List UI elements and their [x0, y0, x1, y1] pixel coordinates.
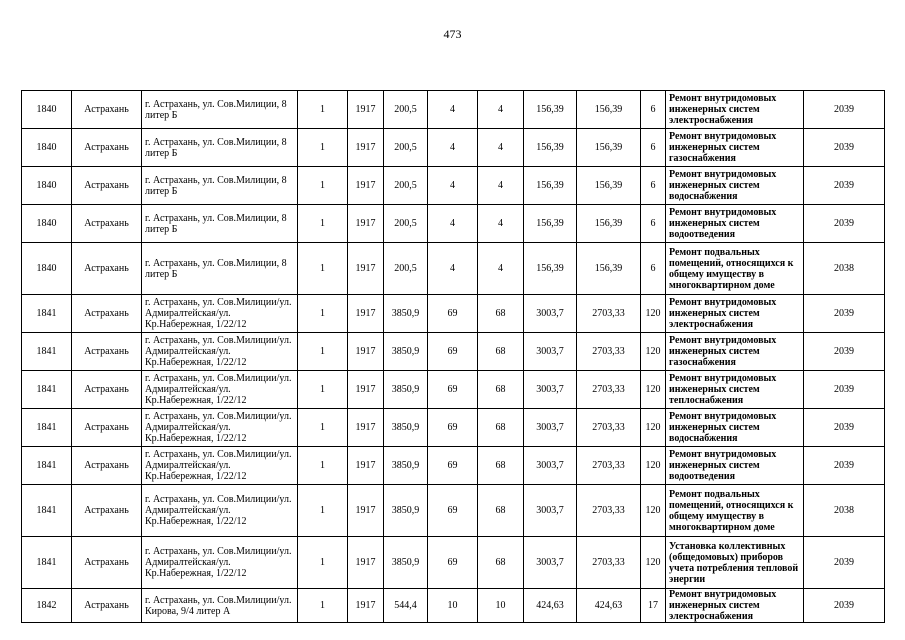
- address-cell: г. Астрахань, ул. Сов.Милиции/ул. Адмиралтейская/ул. Кр.Набережная, 1/22/12: [142, 537, 298, 589]
- year-cell: 1917: [348, 537, 384, 589]
- value1-cell: 156,39: [524, 243, 577, 295]
- planned-year-cell: 2039: [804, 409, 885, 447]
- residents-cell: 6: [641, 243, 666, 295]
- residents-cell: 17: [641, 589, 666, 623]
- work-type-cell: Ремонт внутридомовых инженерных систем газоснабжения: [666, 333, 804, 371]
- work-type-cell: Ремонт внутридомовых инженерных систем водоотведения: [666, 447, 804, 485]
- planned-year-cell: 2039: [804, 333, 885, 371]
- register-table: [21, 90, 885, 623]
- table-row: [22, 129, 885, 167]
- value2-cell: 156,39: [577, 205, 641, 243]
- count2-cell: 4: [478, 205, 524, 243]
- value1-cell: 3003,7: [524, 485, 577, 537]
- residents-cell: 120: [641, 537, 666, 589]
- row-number: 1841: [22, 447, 72, 485]
- value1-cell: 424,63: [524, 589, 577, 623]
- row-number: 1841: [22, 537, 72, 589]
- row-number: 1841: [22, 371, 72, 409]
- residents-cell: 6: [641, 167, 666, 205]
- buildings-cell: 1: [298, 243, 348, 295]
- row-number: 1840: [22, 167, 72, 205]
- planned-year-cell: 2039: [804, 129, 885, 167]
- residents-cell: 120: [641, 333, 666, 371]
- buildings-cell: 1: [298, 91, 348, 129]
- count2-cell: 4: [478, 91, 524, 129]
- city-cell: Астрахань: [72, 371, 142, 409]
- city-cell: Астрахань: [72, 485, 142, 537]
- city-cell: Астрахань: [72, 205, 142, 243]
- address-cell: г. Астрахань, ул. Сов.Милиции/ул. Кирова, 9/4 литер А: [142, 589, 298, 623]
- count-cell: 69: [428, 333, 478, 371]
- city-cell: Астрахань: [72, 243, 142, 295]
- address-cell: г. Астрахань, ул. Сов.Милиции, 8 литер Б: [142, 243, 298, 295]
- value1-cell: 3003,7: [524, 447, 577, 485]
- row-number: 1840: [22, 129, 72, 167]
- residents-cell: 120: [641, 409, 666, 447]
- count-cell: 69: [428, 371, 478, 409]
- value1-cell: 156,39: [524, 205, 577, 243]
- page-number: 473: [443, 27, 462, 41]
- count-cell: 10: [428, 589, 478, 623]
- table-row: [22, 205, 885, 243]
- year-cell: 1917: [348, 589, 384, 623]
- residents-cell: 6: [641, 205, 666, 243]
- value2-cell: 2703,33: [577, 371, 641, 409]
- count2-cell: 4: [478, 167, 524, 205]
- planned-year-cell: 2039: [804, 371, 885, 409]
- value2-cell: 2703,33: [577, 409, 641, 447]
- planned-year-cell: 2039: [804, 537, 885, 589]
- work-type-cell: Ремонт внутридомовых инженерных систем водоотведения: [666, 205, 804, 243]
- residents-cell: 120: [641, 295, 666, 333]
- count2-cell: 68: [478, 447, 524, 485]
- count-cell: 4: [428, 167, 478, 205]
- area-cell: 3850,9: [384, 295, 428, 333]
- value1-cell: 3003,7: [524, 409, 577, 447]
- work-type-cell: Ремонт подвальных помещений, относящихся к общему имуществу в многоквартирном доме: [666, 243, 804, 295]
- count-cell: 4: [428, 91, 478, 129]
- city-cell: Астрахань: [72, 537, 142, 589]
- area-cell: 3850,9: [384, 409, 428, 447]
- table-row: [22, 409, 885, 447]
- work-type-cell: Ремонт внутридомовых инженерных систем газоснабжения: [666, 129, 804, 167]
- area-cell: 3850,9: [384, 333, 428, 371]
- row-number: 1841: [22, 409, 72, 447]
- count2-cell: 68: [478, 409, 524, 447]
- residents-cell: 120: [641, 447, 666, 485]
- area-cell: 200,5: [384, 243, 428, 295]
- count2-cell: 68: [478, 371, 524, 409]
- area-cell: 200,5: [384, 205, 428, 243]
- table-row: [22, 243, 885, 295]
- work-type-cell: Ремонт внутридомовых инженерных систем водоснабжения: [666, 409, 804, 447]
- count-cell: 4: [428, 243, 478, 295]
- table-row: [22, 333, 885, 371]
- count-cell: 69: [428, 537, 478, 589]
- value1-cell: 3003,7: [524, 537, 577, 589]
- residents-cell: 120: [641, 371, 666, 409]
- table-row: [22, 167, 885, 205]
- buildings-cell: 1: [298, 409, 348, 447]
- address-cell: г. Астрахань, ул. Сов.Милиции, 8 литер Б: [142, 167, 298, 205]
- residents-cell: 6: [641, 129, 666, 167]
- buildings-cell: 1: [298, 167, 348, 205]
- year-cell: 1917: [348, 447, 384, 485]
- year-cell: 1917: [348, 333, 384, 371]
- buildings-cell: 1: [298, 295, 348, 333]
- row-number: 1841: [22, 295, 72, 333]
- value1-cell: 3003,7: [524, 371, 577, 409]
- work-type-cell: Установка коллективных (общедомовых) приборов учета потребления тепловой энергии: [666, 537, 804, 589]
- value1-cell: 156,39: [524, 91, 577, 129]
- count-cell: 69: [428, 485, 478, 537]
- area-cell: 544,4: [384, 589, 428, 623]
- count-cell: 69: [428, 409, 478, 447]
- count2-cell: 10: [478, 589, 524, 623]
- table-row: [22, 485, 885, 537]
- row-number: 1841: [22, 485, 72, 537]
- row-number: 1842: [22, 589, 72, 623]
- address-cell: г. Астрахань, ул. Сов.Милиции, 8 литер Б: [142, 129, 298, 167]
- work-type-cell: Ремонт внутридомовых инженерных систем теплоснабжения: [666, 371, 804, 409]
- city-cell: Астрахань: [72, 295, 142, 333]
- area-cell: 200,5: [384, 129, 428, 167]
- count-cell: 4: [428, 129, 478, 167]
- count2-cell: 68: [478, 295, 524, 333]
- city-cell: Астрахань: [72, 129, 142, 167]
- count-cell: 4: [428, 205, 478, 243]
- table-row: [22, 295, 885, 333]
- table-row: [22, 91, 885, 129]
- buildings-cell: 1: [298, 371, 348, 409]
- count2-cell: 68: [478, 485, 524, 537]
- table-row: [22, 537, 885, 589]
- area-cell: 3850,9: [384, 485, 428, 537]
- value2-cell: 2703,33: [577, 537, 641, 589]
- table-row: [22, 447, 885, 485]
- year-cell: 1917: [348, 167, 384, 205]
- city-cell: Астрахань: [72, 333, 142, 371]
- planned-year-cell: 2039: [804, 167, 885, 205]
- area-cell: 200,5: [384, 91, 428, 129]
- value1-cell: 156,39: [524, 167, 577, 205]
- count2-cell: 4: [478, 243, 524, 295]
- value2-cell: 156,39: [577, 91, 641, 129]
- year-cell: 1917: [348, 371, 384, 409]
- buildings-cell: 1: [298, 333, 348, 371]
- area-cell: 3850,9: [384, 537, 428, 589]
- planned-year-cell: 2038: [804, 243, 885, 295]
- work-type-cell: Ремонт внутридомовых инженерных систем электроснабжения: [666, 91, 804, 129]
- work-type-cell: Ремонт внутридомовых инженерных систем электроснабжения: [666, 295, 804, 333]
- row-number: 1840: [22, 243, 72, 295]
- area-cell: 3850,9: [384, 371, 428, 409]
- area-cell: 200,5: [384, 167, 428, 205]
- work-type-cell: Ремонт подвальных помещений, относящихся к общему имуществу в многоквартирном доме: [666, 485, 804, 537]
- year-cell: 1917: [348, 409, 384, 447]
- work-type-cell: Ремонт внутридомовых инженерных систем электроснабжения: [666, 589, 804, 623]
- value2-cell: 156,39: [577, 129, 641, 167]
- address-cell: г. Астрахань, ул. Сов.Милиции, 8 литер Б: [142, 205, 298, 243]
- value2-cell: 156,39: [577, 167, 641, 205]
- count-cell: 69: [428, 295, 478, 333]
- city-cell: Астрахань: [72, 447, 142, 485]
- planned-year-cell: 2039: [804, 205, 885, 243]
- planned-year-cell: 2039: [804, 447, 885, 485]
- row-number: 1841: [22, 333, 72, 371]
- planned-year-cell: 2039: [804, 589, 885, 623]
- count2-cell: 68: [478, 537, 524, 589]
- year-cell: 1917: [348, 295, 384, 333]
- address-cell: г. Астрахань, ул. Сов.Милиции/ул. Адмиралтейская/ул. Кр.Набережная, 1/22/12: [142, 295, 298, 333]
- year-cell: 1917: [348, 129, 384, 167]
- planned-year-cell: 2038: [804, 485, 885, 537]
- city-cell: Астрахань: [72, 91, 142, 129]
- work-type-cell: Ремонт внутридомовых инженерных систем водоснабжения: [666, 167, 804, 205]
- address-cell: г. Астрахань, ул. Сов.Милиции/ул. Адмиралтейская/ул. Кр.Набережная, 1/22/12: [142, 371, 298, 409]
- area-cell: 3850,9: [384, 447, 428, 485]
- value2-cell: 2703,33: [577, 295, 641, 333]
- address-cell: г. Астрахань, ул. Сов.Милиции, 8 литер Б: [142, 91, 298, 129]
- address-cell: г. Астрахань, ул. Сов.Милиции/ул. Адмиралтейская/ул. Кр.Набережная, 1/22/12: [142, 333, 298, 371]
- count-cell: 69: [428, 447, 478, 485]
- year-cell: 1917: [348, 91, 384, 129]
- table-row: [22, 589, 885, 623]
- value2-cell: 156,39: [577, 243, 641, 295]
- planned-year-cell: 2039: [804, 91, 885, 129]
- buildings-cell: 1: [298, 485, 348, 537]
- buildings-cell: 1: [298, 205, 348, 243]
- value1-cell: 156,39: [524, 129, 577, 167]
- address-cell: г. Астрахань, ул. Сов.Милиции/ул. Адмиралтейская/ул. Кр.Набережная, 1/22/12: [142, 447, 298, 485]
- city-cell: Астрахань: [72, 167, 142, 205]
- year-cell: 1917: [348, 243, 384, 295]
- value2-cell: 424,63: [577, 589, 641, 623]
- count2-cell: 4: [478, 129, 524, 167]
- residents-cell: 6: [641, 91, 666, 129]
- planned-year-cell: 2039: [804, 295, 885, 333]
- value2-cell: 2703,33: [577, 485, 641, 537]
- buildings-cell: 1: [298, 589, 348, 623]
- value2-cell: 2703,33: [577, 333, 641, 371]
- value1-cell: 3003,7: [524, 333, 577, 371]
- residents-cell: 120: [641, 485, 666, 537]
- address-cell: г. Астрахань, ул. Сов.Милиции/ул. Адмиралтейская/ул. Кр.Набережная, 1/22/12: [142, 409, 298, 447]
- table-row: [22, 371, 885, 409]
- address-cell: г. Астрахань, ул. Сов.Милиции/ул. Адмиралтейская/ул. Кр.Набережная, 1/22/12: [142, 485, 298, 537]
- row-number: 1840: [22, 91, 72, 129]
- buildings-cell: 1: [298, 447, 348, 485]
- year-cell: 1917: [348, 485, 384, 537]
- row-number: 1840: [22, 205, 72, 243]
- value2-cell: 2703,33: [577, 447, 641, 485]
- year-cell: 1917: [348, 205, 384, 243]
- count2-cell: 68: [478, 333, 524, 371]
- city-cell: Астрахань: [72, 589, 142, 623]
- buildings-cell: 1: [298, 129, 348, 167]
- city-cell: Астрахань: [72, 409, 142, 447]
- buildings-cell: 1: [298, 537, 348, 589]
- value1-cell: 3003,7: [524, 295, 577, 333]
